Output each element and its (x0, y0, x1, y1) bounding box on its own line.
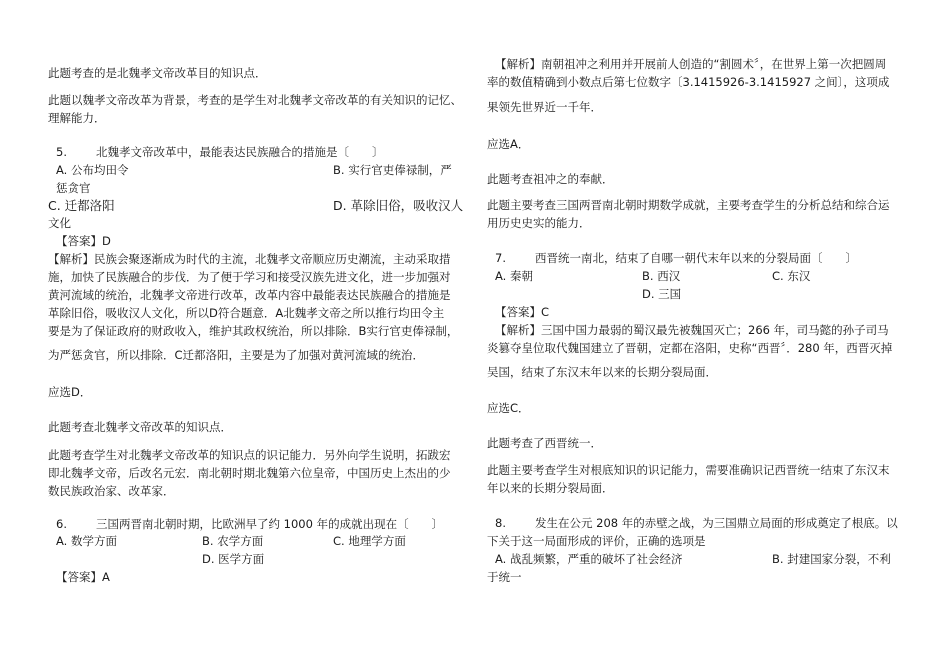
question-number: 8. (495, 516, 506, 530)
question-number: 6. (56, 517, 67, 531)
question-number: 5. (56, 145, 67, 159)
ability-text: 用历史史实的能力． (487, 216, 591, 230)
explanation-text: 【解析】南朝祖冲之利用并开展前人创造的“割圆术〞，在世界上第一次把圆周 (495, 57, 887, 71)
option-b: B. 西汉 (642, 269, 681, 283)
question-stem: 北魏孝文帝改革中，最能表达民族融合的措施是〔 〕 (96, 145, 384, 159)
explanation-text: 率的数值精确到小数点后第七位数字〔3.1415926-3.1415927 之间〕，这项成 (487, 75, 890, 89)
topic-text: 此题考查北魏孝文帝改革的知识点． (48, 420, 232, 434)
choice-text: 应选A． (487, 137, 530, 151)
topic-text: 此题考查祖冲之的奉献． (487, 172, 614, 186)
option-c: C. 迁都洛阳 (48, 198, 115, 213)
explanation-text: 果领先世界近一千年． (487, 100, 602, 114)
ability-text: 即北魏孝文帝，后改名元宏．南北朝时期北魏第六位皇帝，中国历史上杰出的少 (48, 466, 451, 480)
ability-text: 此题考查学生对北魏孝文帝改革的知识点的识记能力．另外向学生说明，拓跋宏 (48, 448, 451, 462)
question-number: 7. (495, 251, 506, 265)
ability-text: 年以来的长期分裂局面． (487, 481, 614, 495)
explanation-text: 施，加快了民族融合的步伐．为了便于学习和接受汉族先进文化，进一步加强对 (48, 270, 451, 284)
topic-text: 此题考查了西晋统一． (487, 436, 602, 450)
option-b-continued: 惩贪官 (56, 181, 91, 195)
explanation-text: 黄河流域的统治，北魏孝文帝进行改革，改革内容中最能表达民族融合的措施是 (48, 288, 451, 302)
option-a: A. 秦朝 (495, 269, 533, 283)
option-d: D. 革除旧俗，吸收汉人 (333, 198, 464, 213)
question-stem: 发生在公元 208 年的赤壁之战，为三国鼎立局面的形成奠定了根底。以 (535, 516, 898, 530)
explanation-text: 革除旧俗，吸收汉人文化，所以D符合题意．A北魏孝文帝之所以推行均田令主 (48, 306, 445, 320)
option-d: D. 医学方面 (202, 552, 265, 566)
summary-text: 此题考查的是北魏孝文帝改革目的知识点． (48, 66, 267, 80)
option-d: D. 三国 (642, 287, 682, 301)
option-c: C. 东汉 (772, 269, 811, 283)
option-a: A. 战乱频繁，严重的破坏了社会经济 (495, 552, 683, 566)
ability-text: 此题主要考查三国两晋南北朝时期数学成就，主要考查学生的分析总结和综合运 (487, 198, 890, 212)
explanation-text: 为严惩贪官，所以排除．C迁都洛阳，主要是为了加强对黄河流域的统治． (48, 348, 425, 362)
question-stem: 西晋统一南北，结束了自哪一朝代末年以来的分裂局面〔 〕 (535, 251, 857, 265)
choice-text: 应选D． (48, 385, 92, 399)
option-c: C. 地理学方面 (333, 534, 406, 548)
explanation-text: 吴国，结束了东汉末年以来的长期分裂局面． (487, 365, 717, 379)
explanation-text: 【解析】三国中国力最弱的蜀汉最先被魏国灭亡；266 年，司马懿的孙子司马 (495, 323, 889, 337)
option-b: B. 农学方面 (202, 534, 264, 548)
answer-label: 【答案】A (56, 570, 110, 584)
answer-label: 【答案】C (495, 305, 550, 319)
option-b-continued: 于统一 (487, 570, 522, 584)
option-a: A. 数学方面 (56, 534, 117, 548)
summary-text: 此题以魏孝文帝改革为背景，考查的是学生对北魏孝文帝改革的有关知识的记忆、 (48, 93, 462, 107)
explanation-text: 【解析】民族会聚逐渐成为时代的主流，北魏孝文帝顺应历史潮流，主动采取措 (48, 252, 451, 266)
question-stem-continued: 下关于这一局面形成的评价，正确的选项是 (487, 534, 706, 548)
explanation-text: 炎篡夺皇位取代魏国建立了晋朝，定都在洛阳，史称“西晋〞．280 年，西晋灭掉 (487, 341, 893, 355)
ability-text: 此题主要考查学生对根底知识的识记能力，需要准确识记西晋统一结束了东汉末 (487, 463, 890, 477)
question-stem: 三国两晋南北朝时期，比欧洲早了约 1000 年的成就出现在〔 〕 (96, 517, 444, 531)
answer-label: 【答案】D (56, 234, 111, 248)
option-a: A. 公布均田令 (56, 163, 129, 177)
option-d-continued: 文化 (48, 216, 71, 230)
choice-text: 应选C． (487, 401, 530, 415)
option-b: B. 封建国家分裂，不利 (772, 552, 891, 566)
ability-text: 数民族政治家、改革家． (48, 484, 175, 498)
explanation-text: 要是为了保证政府的财政收入，维护其政权统治，所以排除．B实行官吏俸禄制， (48, 324, 459, 338)
option-b: B. 实行官吏俸禄制，严 (333, 163, 452, 177)
summary-text: 理解能力． (48, 111, 106, 125)
